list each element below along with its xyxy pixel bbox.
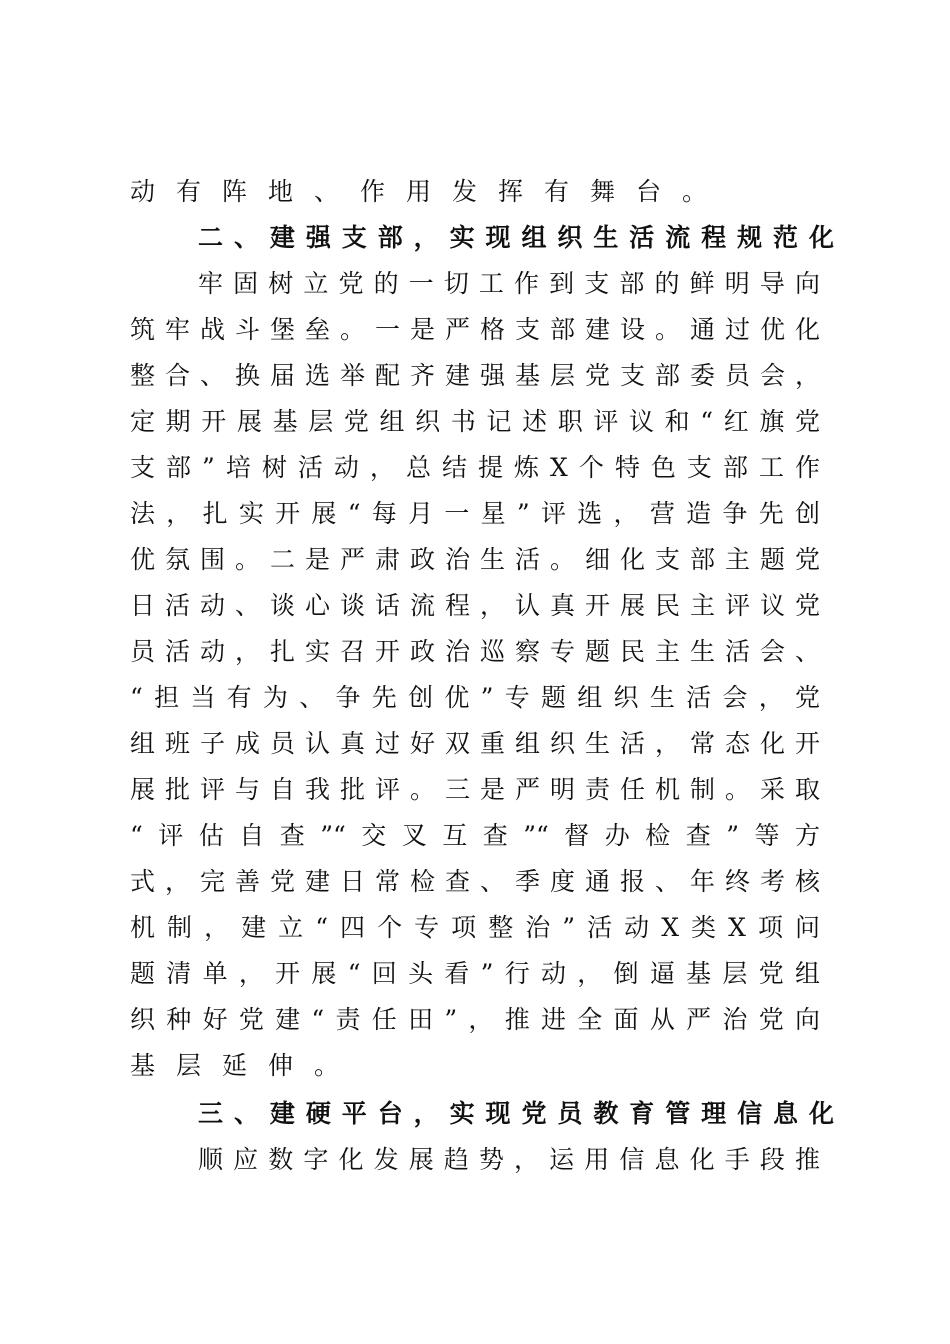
paragraph-line: 题清单，开展“回头看”行动，倒逼基层党组 <box>130 959 820 988</box>
paragraph-line: 机制，建立“四个专项整治”活动X类X项问 <box>130 913 820 942</box>
section-heading-2: 二、建强支部，实现组织生活流程规范化 <box>198 223 834 252</box>
paragraph-line: 优氛围。二是严肃政治生活。细化支部主题党 <box>130 545 820 574</box>
paragraph-line: 支部”培树活动，总结提炼X个特色支部工作 <box>130 453 820 482</box>
paragraph-line: 展批评与自我批评。三是严明责任机制。采取 <box>130 775 820 804</box>
paragraph-line: 员活动，扎实召开政治巡察专题民主生活会、 <box>130 637 820 666</box>
section-heading-3: 三、建硬平台，实现党员教育管理信息化 <box>198 1099 834 1128</box>
paragraph-line: 式，完善党建日常检查、季度通报、年终考核 <box>130 867 820 896</box>
paragraph-line: “评估自查”“交叉互查”“督办检查”等方 <box>130 821 820 850</box>
paragraph-line: 织种好党建“责任田”，推进全面从严治党向 <box>130 1005 820 1034</box>
paragraph-line: 定期开展基层党组织书记述职评议和“红旗党 <box>130 407 820 436</box>
paragraph-line: 动有阵地、作用发挥有舞台。 <box>130 177 729 206</box>
paragraph-line: 法，扎实开展“每月一星”评选，营造争先创 <box>130 499 820 528</box>
paragraph-line: 基层延伸。 <box>130 1051 361 1080</box>
paragraph-line: 筑牢战斗堡垒。一是严格支部建设。通过优化 <box>130 315 820 344</box>
paragraph-line: 牢固树立党的一切工作到支部的鲜明导向 <box>198 269 820 298</box>
paragraph-line: “担当有为、争先创优”专题组织生活会，党 <box>130 683 820 712</box>
paragraph-line: 顺应数字化发展趋势，运用信息化手段推 <box>198 1145 820 1174</box>
paragraph-line: 组班子成员认真过好双重组织生活，常态化开 <box>130 729 820 758</box>
paragraph-line: 日活动、谈心谈话流程，认真开展民主评议党 <box>130 591 820 620</box>
paragraph-line: 整合、换届选举配齐建强基层党支部委员会， <box>130 361 820 390</box>
